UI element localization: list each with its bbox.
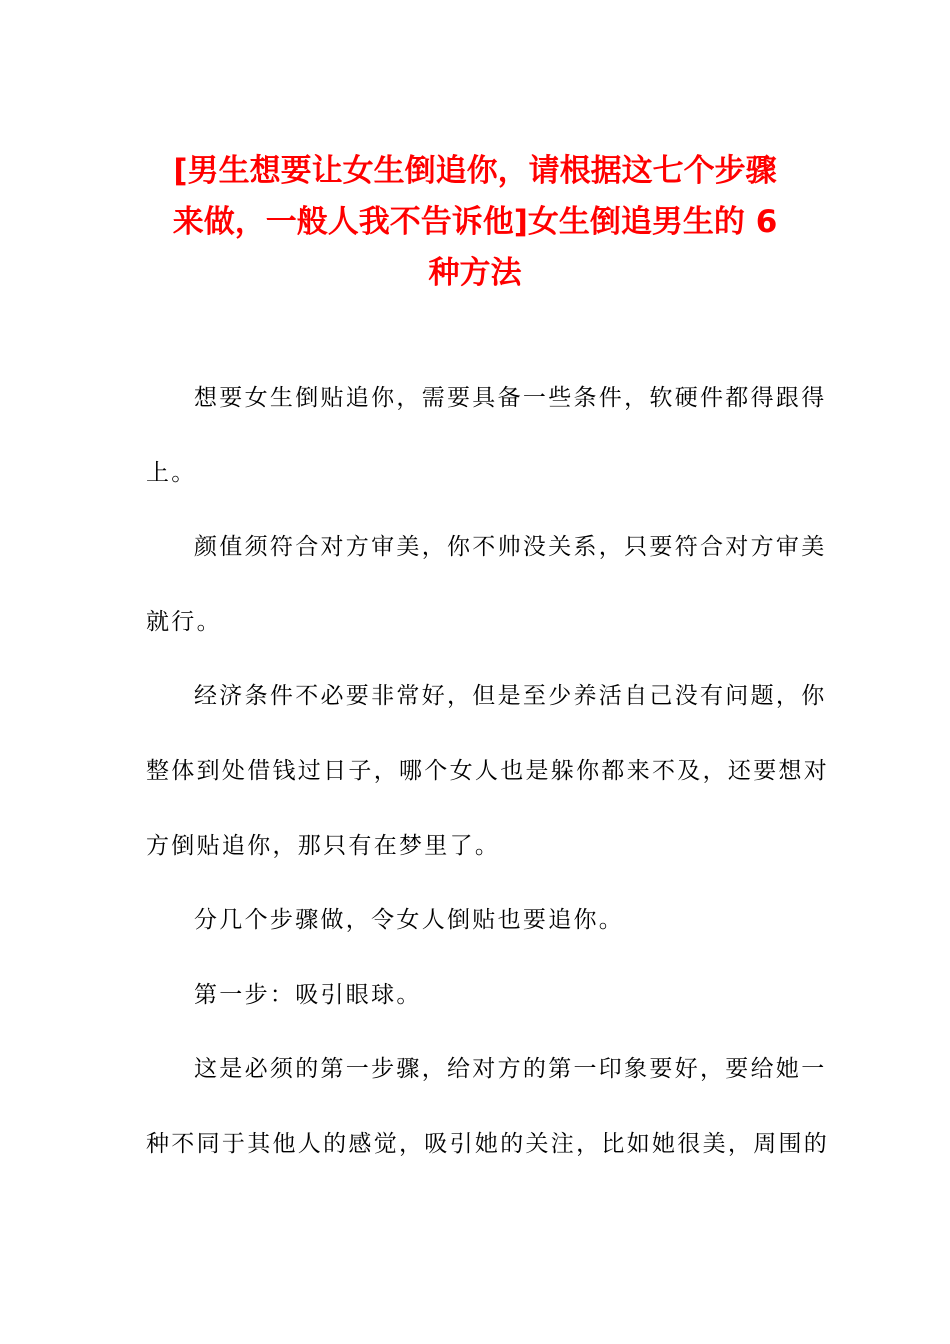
body-line: 经济条件不必要非常好，但是至少养活自己没有问题，你: [194, 683, 827, 710]
body-line: 上。: [146, 459, 197, 486]
document-body: [146, 373, 830, 1194]
body-line: 颜值须符合对方审美，你不帅没关系，只要符合对方审美: [194, 534, 827, 561]
body-line: 第一步：吸引眼球。: [194, 981, 422, 1008]
body-line: 就行。: [146, 608, 222, 635]
body-line: 方倒贴追你，那只有在梦里了。: [146, 832, 501, 859]
body-line: 种不同于其他人的感觉，吸引她的关注，比如她很美，周围的: [146, 1130, 830, 1157]
body-line: 想要女生倒贴追你，需要具备一些条件，软硬件都得跟得: [194, 385, 827, 411]
title-line: [男生想要让女生倒追你，请根据这七个步骤: [173, 153, 777, 189]
title-line: 种方法: [428, 255, 522, 291]
body-line: 分几个步骤做，令女人倒贴也要追你。: [194, 907, 625, 934]
document-title: [140, 146, 810, 299]
body-line: 整体到处借钱过日子，哪个女人也是躲你都来不及，还要想对: [146, 757, 830, 784]
body-line: 这是必须的第一步骤，给对方的第一印象要好，要给她一: [194, 1056, 827, 1083]
title-line: 来做，一般人我不告诉他]女生倒追男生的 6: [172, 204, 778, 240]
